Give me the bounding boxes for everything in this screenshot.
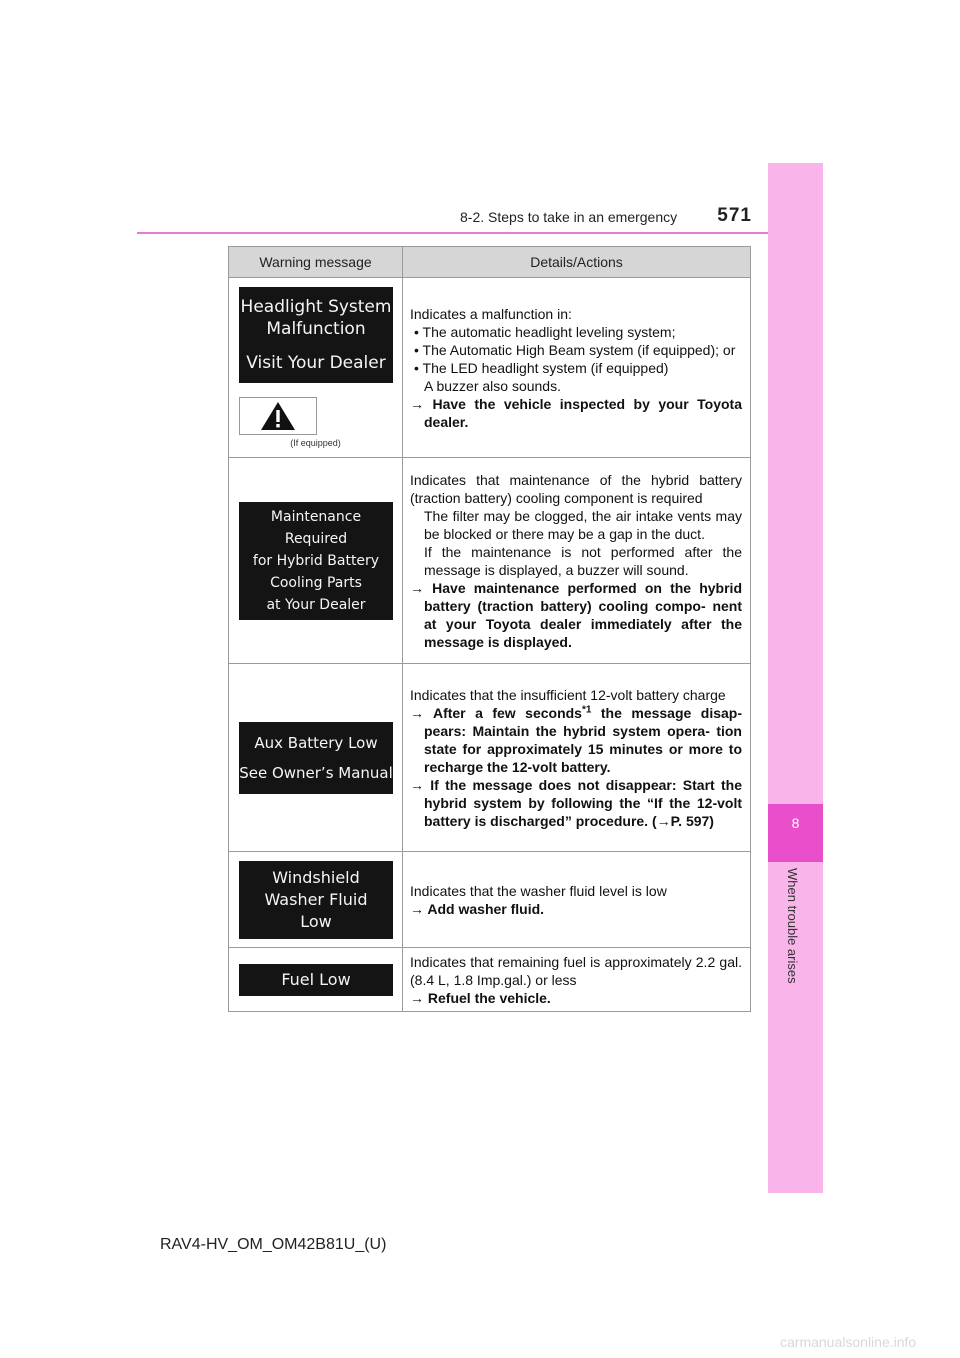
- details-maintenance: Indicates that maintenance of the hybrid battery (traction battery) cooling component is required The filter may be clogged, the air intake vents may be blocked or there may be a gap in the duct. If the maintenance is not performed after the message is displayed, a buzzer will sound. → Have maintenance performed on the hybrid battery (traction battery) cooling compo- nent at your Toyota dealer immediately after the message is displayed.: [403, 458, 751, 664]
- header-divider: [137, 232, 823, 234]
- page-reference: (→P. 597): [651, 812, 714, 829]
- details-fuel-low: Indicates that remaining fuel is approximately 2.2 gal. (8.4 L, 1.8 Imp.gal.) or less → Refuel the vehicle.: [403, 948, 751, 1012]
- table-row-fuel-low: [229, 948, 751, 1012]
- warning-triangle-icon: [260, 401, 296, 431]
- page-number: 571: [717, 205, 752, 226]
- chapter-number-box: [768, 804, 823, 862]
- table-header-row: [229, 247, 751, 278]
- display-aux-battery-low: Aux Battery Low See Owner’s Manual: [239, 722, 393, 794]
- chapter-side-tab: [768, 163, 823, 1193]
- warning-cell-fuel-low: [229, 948, 403, 1012]
- chapter-number: 8: [791, 815, 800, 831]
- display-washer-fluid-low: Windshield Washer Fluid Low: [239, 861, 393, 939]
- details-washer-fluid: Indicates that the washer fluid level is low → Add washer fluid.: [403, 852, 751, 948]
- warning-cell-maintenance: [229, 458, 403, 664]
- details-headlight: Indicates a malfunction in: • The automatic headlight leveling system; • The Automatic High Beam system (if equipped); or • The LED headlight system (if equipped) A buzzer also sounds. → Have the vehicle inspected by your Toyota dealer.: [403, 278, 751, 458]
- table-row-washer-fluid: [229, 852, 751, 948]
- col-header-warning: Warning message: [229, 247, 403, 278]
- table-row-headlight: [229, 278, 751, 458]
- document-code: RAV4-HV_OM_OM42B81U_(U): [160, 1236, 387, 1253]
- col-header-details: Details/Actions: [403, 247, 751, 278]
- warning-cell-aux-battery: [229, 664, 403, 852]
- section-title: 8-2. Steps to take in an emergency: [460, 209, 678, 225]
- table-row-aux-battery: [229, 664, 751, 852]
- warning-message-table: [228, 246, 751, 1012]
- watermark: carmanualsonline.info: [780, 1334, 917, 1350]
- display-maintenance-required: Maintenance Required for Hybrid Battery Cooling Parts at Your Dealer: [239, 502, 393, 620]
- warning-cell-headlight: [229, 278, 403, 458]
- master-warning-icon-box: [239, 397, 317, 435]
- if-equipped-note: (If equipped): [290, 438, 341, 448]
- details-aux-battery: Indicates that the insufficient 12-volt battery charge → After a few seconds$^{*1}$ the message disap- pears: Maintain the hybrid system opera- tion state for approximately 15 minutes or more to recharge the 12-volt battery. → If the message does not disappear: Start the hybrid system by following the “If the 12-volt battery is discharged” procedure. (→P. 597): [403, 664, 751, 852]
- table-row-maintenance: [229, 458, 751, 664]
- display-headlight-malfunction: Headlight System Malfunction Visit Your Dealer: [239, 287, 393, 383]
- warning-cell-washer-fluid: [229, 852, 403, 948]
- page-header: [430, 205, 760, 233]
- chapter-label: When trouble arises: [785, 868, 800, 984]
- footnote-marker: *1: [581, 703, 592, 715]
- display-fuel-low: Fuel Low: [239, 964, 393, 996]
